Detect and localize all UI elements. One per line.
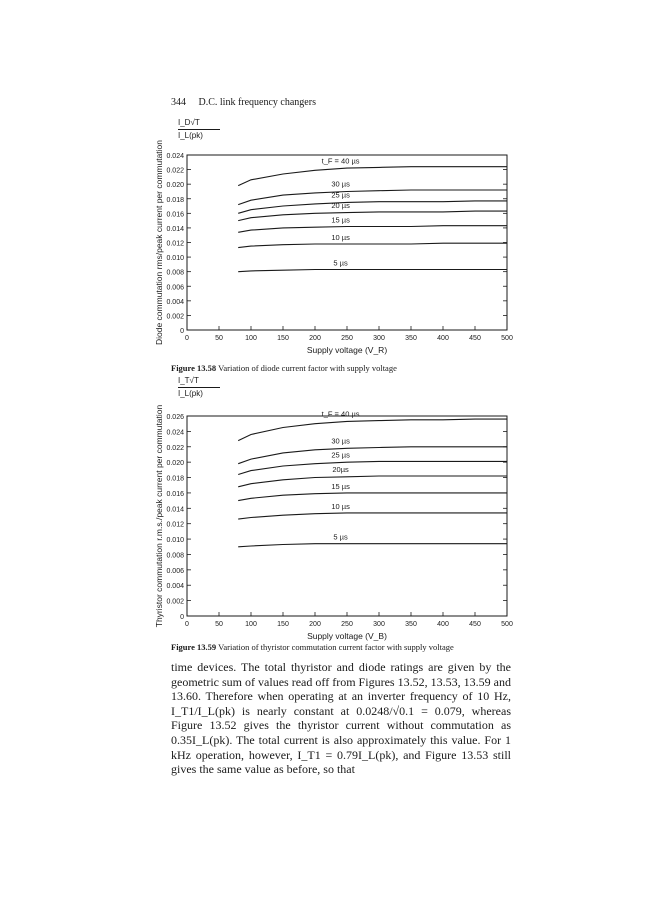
plot-frame [187,416,507,616]
y-tick-label: 0.008 [166,269,184,277]
series-label: 10 µs [331,501,350,511]
y-tick-label: 0.004 [166,583,184,591]
x-tick-label: 400 [437,335,449,342]
x-tick-label: 0 [185,335,189,342]
fig2-ratio-numerator: I_T√T [178,376,199,385]
y-tick-label: 0.014 [166,506,184,514]
fig2-ratio-denominator: I_L(pk) [178,389,203,398]
series-line [238,190,507,205]
series-label: 30 µs [331,179,350,189]
page-number: 344 [171,97,186,108]
y-tick-label: 0.004 [166,298,184,306]
y-tick-label: 0.006 [166,567,184,575]
x-axis-label: Supply voltage (V_B) [307,631,387,641]
diode-current-chart [150,139,530,360]
x-tick-label: 100 [245,621,257,628]
series-line [238,167,507,186]
y-tick-label: 0.024 [166,429,184,437]
x-tick-label: 450 [469,621,481,628]
series-label: 10 µs [331,232,350,242]
x-tick-label: 50 [215,621,223,628]
series-line [238,493,507,501]
x-tick-label: 50 [215,335,223,342]
fig2-caption [171,642,454,652]
series-label: 25 µs [331,450,350,460]
fig1-caption-text: Variation of diode current factor with supply voltage [218,363,397,373]
series-line [238,211,507,221]
x-tick-label: 150 [277,621,289,628]
series-line [238,513,507,519]
x-tick-label: 500 [501,335,513,342]
x-tick-label: 100 [245,335,257,342]
y-tick-label: 0.020 [166,460,184,468]
thyristor-current-chart [150,406,530,646]
fig2-caption-label: Figure 13.59 [171,642,217,652]
y-tick-label: 0.018 [166,196,184,204]
y-tick-label: 0.016 [166,211,184,219]
series-line [238,243,507,247]
y-tick-label: 0.008 [166,552,184,560]
y-tick-label: 0.014 [166,225,184,233]
y-tick-label: 0.012 [166,521,184,529]
series-line [238,226,507,233]
fig2-ratio-label [178,376,220,399]
fig1-ratio-denominator: I_L(pk) [178,131,203,140]
x-tick-label: 300 [373,335,385,342]
y-tick-label: 0.010 [166,255,184,263]
series-line [238,476,507,487]
page-header [171,97,316,108]
y-axis-label: Diode commutation rms/peak current per commutation [154,139,164,346]
fig1-caption [171,363,397,373]
series-label: t_F = 40 µs [321,156,360,166]
x-tick-label: 350 [405,621,417,628]
fig2-caption-text: Variation of thyristor commutation current factor with supply voltage [218,642,454,652]
x-tick-label: 400 [437,621,449,628]
x-tick-label: 150 [277,335,289,342]
fig1-ratio-label [178,118,220,141]
y-tick-label: 0.022 [166,444,184,452]
y-tick-label: 0.022 [166,167,184,175]
body-paragraph: time devices. The total thyristor and diode ratings are given by the geometric sum of values read off from Figures 13.52, 13.53, 13.59 and 13.60. Therefore when operating at an inverter frequency of 10 Hz, I_T1/I_L(pk) is nearly constant at 0.0248/√0.1 = 0.079, whereas Figure 13.52 gives the thyristor current without commutation as 0.35I_L(pk). The total current is also approximately this value. For 1 kHz operation, however, I_T1 = 0.79I_L(pk), and Figure 13.53 still gives the same value as before, so that [171,660,511,777]
y-tick-label: 0 [180,614,184,621]
y-tick-label: 0.002 [166,313,184,321]
running-title: D.C. link frequency changers [198,97,316,108]
series-label: 30 µs [331,436,350,446]
x-tick-label: 0 [185,621,189,628]
series-line [238,461,507,474]
y-tick-label: 0.026 [166,414,184,421]
series-label: 15 µs [331,215,350,225]
series-label: 25 µs [331,190,350,200]
fig1-caption-label: Figure 13.58 [171,363,217,373]
series-label: 20µs [332,465,349,474]
y-tick-label: 0 [180,328,184,335]
x-tick-label: 350 [405,335,417,342]
x-tick-label: 450 [469,335,481,342]
x-tick-label: 250 [341,335,353,342]
x-tick-label: 250 [341,621,353,628]
series-line [238,419,507,441]
x-tick-label: 200 [309,621,321,628]
series-label: 15 µs [331,481,350,491]
body-text [171,660,511,777]
y-tick-label: 0.024 [166,153,184,160]
y-tick-label: 0.006 [166,284,184,292]
fig2-ratio-bar [178,387,220,388]
series-line [238,544,507,547]
fig1-ratio-numerator: I_D√T [178,118,200,127]
series-label: 5 µs [333,532,348,542]
y-tick-label: 0.002 [166,598,184,606]
y-tick-label: 0.020 [166,182,184,190]
y-tick-label: 0.010 [166,537,184,545]
x-axis-label: Supply voltage (V_R) [306,345,388,355]
x-tick-label: 500 [501,621,513,628]
y-axis-label: Thyristor commutation r.m.s./peak current per commutation [154,404,164,628]
x-tick-label: 200 [309,335,321,342]
series-label: 5 µs [333,258,348,268]
series-line [238,270,507,272]
y-tick-label: 0.012 [166,240,184,248]
fig1-ratio-bar [178,129,220,130]
y-tick-label: 0.016 [166,490,184,498]
x-tick-label: 300 [373,621,385,628]
series-label: t_F = 40 µs [321,409,360,419]
y-tick-label: 0.018 [166,475,184,483]
series-label: 20 µs [331,200,350,210]
